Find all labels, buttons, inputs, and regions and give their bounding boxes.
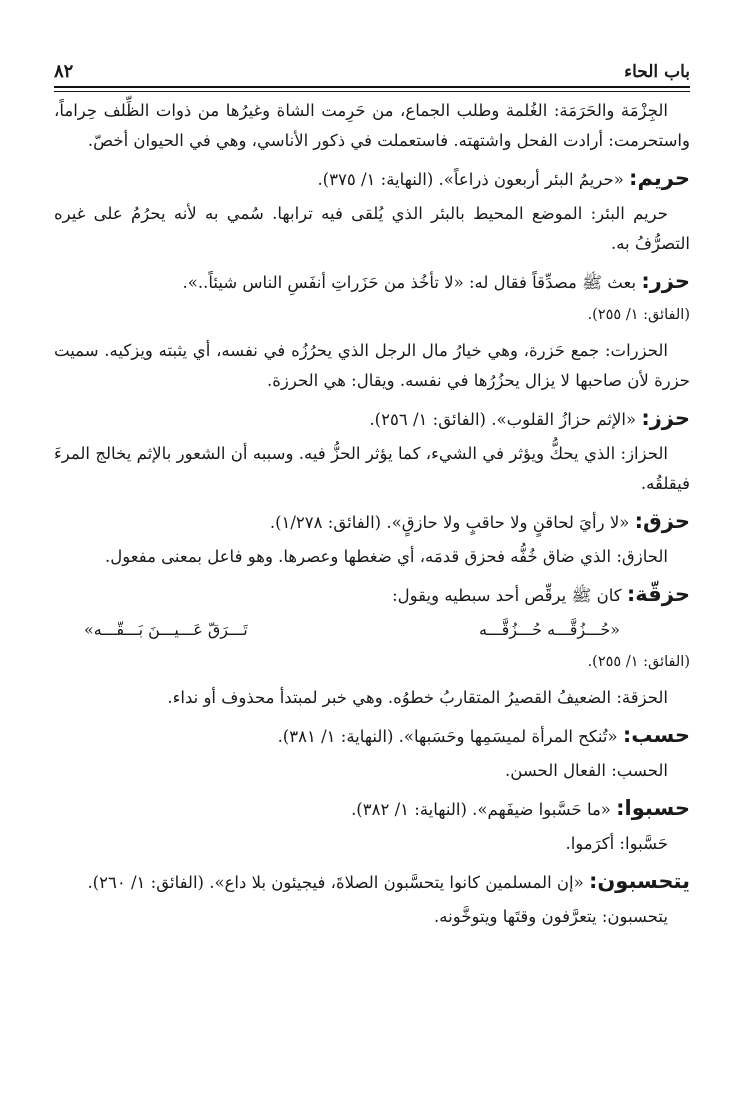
entry-text: بعث ﷺ مصدِّقاً فقال له: «لا تأخُذ من حَزَراتِ أنفَسِ الناس شيئاً..». (182, 273, 637, 292)
entry-headword: حسبوا: (616, 796, 690, 820)
dictionary-entry (54, 266, 690, 298)
paragraph: حريم البئر: الموضع المحيط بالبئر الذي يُلقى فيه ترابها. سُمي به لأنه يحرُمُ على غيره التصرُّفُ به. (54, 204, 690, 253)
source-reference: (الفائق: ١/ ٢٥٥). (587, 307, 690, 323)
verse-second-hemistich: تَـــرَقّ عَـــيـــنَ بَـــقّـــه» (84, 620, 248, 639)
entry-headword: يتحسبون: (588, 869, 690, 893)
verse-line (54, 615, 690, 645)
entry-headword: حزر: (641, 269, 690, 293)
verse-first-hemistich: «حُـــزُقَّـــه حُـــزُقَّـــه (478, 620, 620, 639)
page-header (54, 52, 690, 82)
entry-text: «تُنكح المرأة لميسَمِها وحَسَبها». (النهاية: ١/ ٣٨١). (277, 727, 618, 746)
dictionary-entry (54, 793, 690, 825)
paragraph: حَسَّبوا: أكرَموا. (565, 834, 668, 853)
page-number: ٨٢ (54, 61, 74, 82)
entry-headword: حريم: (629, 166, 690, 190)
entry-text: «لا رأيَ لحاقنٍ ولا حاقبٍ ولا حازقٍ». (الفائق: ١/٢٧٨). (269, 513, 630, 532)
paragraph: الحزاز: الذي يحكُّ ويؤثر في الشيء، كما يؤثر الحزُّ فيه. وسببه أن الشعور بالإثم يخالج المرءَ فيقلقُه. (54, 444, 690, 493)
entry-headword: حزقّة: (626, 582, 690, 606)
page-body (54, 96, 690, 939)
dictionary-entry (54, 720, 690, 752)
paragraph: الجِزْمَة والحَرَمَة: الغُلمة وطلب الجماع، من حَرِمت الشاة وغيرُها من ذوات الظِّلف حِراماً، واستحرمت: أرادت الفحل واشتهته. فاستعملت في ذكور الأناسي، وهي في الحيوان أخصّ. (54, 101, 690, 150)
dictionary-entry (54, 403, 690, 435)
header-rule (54, 86, 690, 92)
entry-headword: حزز: (641, 406, 690, 430)
entry-text: «حريمُ البئر أربعون ذراعاً». (النهاية: ١/ ٣٧٥). (317, 170, 624, 189)
entry-text: «إن المسلمين كانوا يتحسَّبون الصلاةَ، فيجيئون بلا داع». (الفائق: ١/ ٢٦٠). (87, 873, 584, 892)
paragraph: الحزقة: الضعيفُ القصيرُ المتقاربُ خطوُه. وهي خبر لمبتدأ محذوف أو نداء. (167, 688, 668, 707)
paragraph: يتحسبون: يتعرَّفون وقتَها ويتوخَّونه. (434, 907, 668, 926)
dictionary-entry (54, 866, 690, 898)
paragraph: الحسب: الفعال الحسن. (505, 761, 668, 780)
book-page (54, 0, 690, 1098)
chapter-title: باب الحاء (624, 62, 690, 82)
dictionary-entry (54, 163, 690, 195)
dictionary-entry (54, 579, 690, 611)
entry-text: «الإثم حزازُ القلوب». (الفائق: ١/ ٢٥٦). (369, 410, 637, 429)
source-reference: (الفائق: ١/ ٢٥٥). (587, 654, 690, 670)
paragraph: الحازق: الذي ضاق خُفُّه فحزق قدمَه، أي ضغطها وعصرها. وهو فاعل بمعنى مفعول. (105, 547, 668, 566)
dictionary-entry (54, 506, 690, 538)
entry-headword: حزق: (634, 509, 690, 533)
paragraph: الحزرات: جمع حَزرة، وهي خيارُ مال الرجل الذي يحرُزُه في نفسه، أي يثبته ويزكيه. سميت حزرة لأن صاحبها لا يزال يحزُرُها في نفسه. ويقال: هي الحرزة. (54, 341, 690, 390)
entry-text: كان ﷺ يرقِّص أحد سبطيه ويقول: (392, 586, 622, 605)
entry-text: «ما حَسَّبوا ضيفَهم». (النهاية: ١/ ٣٨٢). (351, 800, 611, 819)
entry-headword: حسب: (622, 723, 690, 747)
